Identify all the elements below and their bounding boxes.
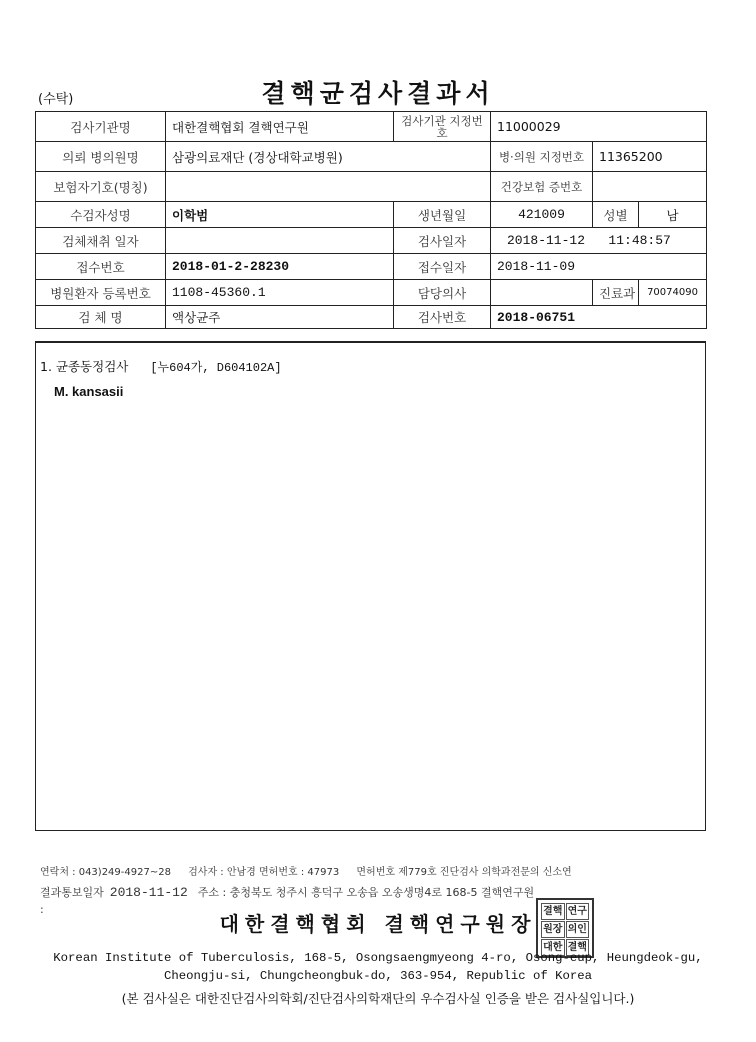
doctor-label: 담당의사 xyxy=(394,280,491,306)
collection-date-label: 검체채취 일자 xyxy=(36,228,166,254)
dob-label: 생년월일 xyxy=(394,202,491,228)
doctor-value xyxy=(491,280,593,306)
lab-name-value: 대한결핵협회 결핵연구원 xyxy=(166,112,394,142)
institute-signature: 대한결핵협회 결핵연구원장 xyxy=(219,912,537,936)
examiner-text: 검사자 : 안남경 면허번호 : 47973 xyxy=(188,867,340,878)
test-date-label: 검사일자 xyxy=(394,228,491,254)
lab-name-label: 검사기관명 xyxy=(36,112,166,142)
receipt-no-value: 2018-01-2-28230 xyxy=(166,254,394,280)
health-ins-label: 건강보험 증번호 xyxy=(491,172,593,202)
table-row xyxy=(36,306,707,329)
organism-result: M. kansasii xyxy=(54,384,124,399)
patient-name-value: 이학범 xyxy=(166,202,394,228)
lab-id-value: 11000029 xyxy=(491,112,707,142)
table-row xyxy=(36,228,707,254)
department-value: 70074090 xyxy=(639,280,707,306)
english-address-line-1: Korean Institute of Tuberculosis, 168-5, Osongsaengmyeong 4-ro, Osong-eup, Heungdeok-gu, xyxy=(53,951,703,965)
health-ins-value xyxy=(593,172,707,202)
certification-note: (본 검사실은 대한진단검사의학회/진단검사의학재단의 우수검사실 인증을 받은 검사실입니다.) xyxy=(121,991,635,1006)
receipt-date-label: 접수일자 xyxy=(394,254,491,280)
department-label: 진료과 xyxy=(593,280,639,306)
result-panel xyxy=(35,341,706,831)
dob-value: 421009 xyxy=(491,202,593,228)
report-title: 결핵균검사결과서 xyxy=(261,79,495,108)
table-row xyxy=(36,254,707,280)
registration-no-value: 1108-45360.1 xyxy=(166,280,394,306)
test-item xyxy=(40,357,282,375)
hospital-label: 의뢰 병의원명 xyxy=(36,142,166,172)
lab-id-label: 검사기관 지정번호 xyxy=(394,112,491,142)
report-date-value: 2018-11-12 xyxy=(109,885,188,900)
report-date-label: 결과통보일자 xyxy=(40,886,104,899)
insurer-value xyxy=(166,172,491,202)
official-seal-stamp: 결핵 연구 원장 의인 대한 결핵 xyxy=(536,898,594,958)
table-row xyxy=(36,142,707,172)
footer-contact-line xyxy=(40,863,720,878)
specimen-label: 검 체 명 xyxy=(36,306,166,329)
colon-mark: : xyxy=(40,903,44,916)
contact-text: 연락처 : 043)249-4927~28 xyxy=(40,867,171,878)
english-address-line-2: Cheongju-si, Chungcheongbuk-do, 363-954, Republic of Korea xyxy=(163,969,592,983)
patient-info-table xyxy=(35,111,707,329)
table-row xyxy=(36,172,707,202)
insurer-label: 보험자기호(명칭) xyxy=(36,172,166,202)
sex-label: 성별 xyxy=(593,202,639,228)
receipt-no-label: 접수번호 xyxy=(36,254,166,280)
receipt-date-value: 2018-11-09 xyxy=(491,254,707,280)
collection-date-value xyxy=(166,228,394,254)
patient-name-label: 수검자성명 xyxy=(36,202,166,228)
test-name: 1. 균종동정검사 xyxy=(40,359,129,374)
hospital-id-value: 11365200 xyxy=(593,142,707,172)
address-text: 주소 : 충청북도 청주시 흥덕구 오송읍 오송생명4로 168-5 결핵연구원 xyxy=(197,886,535,899)
test-date-value: 2018-11-12 11:48:57 xyxy=(491,228,707,254)
specimen-value: 액상균주 xyxy=(166,306,394,329)
license-text: 면허번호 제779호 진단검사 의학과전문의 신소연 xyxy=(356,867,572,878)
table-row xyxy=(36,202,707,228)
sex-value: 남 xyxy=(639,202,707,228)
hospital-value: 삼광의료재단 (경상대학교병원) xyxy=(166,142,491,172)
test-code: [누604가, D604102A] xyxy=(150,361,282,375)
test-no-value: 2018-06751 xyxy=(491,306,707,329)
receipt-type-label: (수탁) xyxy=(38,92,74,107)
test-no-label: 검사번호 xyxy=(394,306,491,329)
table-row xyxy=(36,112,707,142)
table-row xyxy=(36,280,707,306)
registration-no-label: 병원환자 등록번호 xyxy=(36,280,166,306)
hospital-id-label: 병·의원 지정번호 xyxy=(491,142,593,172)
